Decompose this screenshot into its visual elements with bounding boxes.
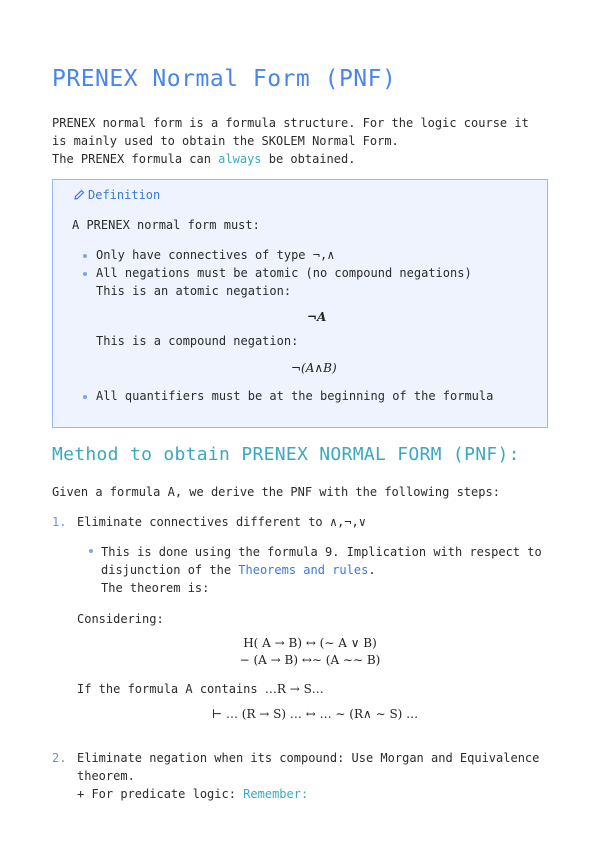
compound-negation-label: This is a compound negation: [96,334,299,348]
contains-formula: …R → S… [264,682,324,696]
definition-bullet-2: All negations must be atomic (no compound negations) [96,266,472,280]
step-1-text: Eliminate connectives different to ∧,¬,∨ [77,515,366,529]
contains-text: If the formula A contains [77,682,265,696]
atomic-negation-formula: ¬A [307,310,327,324]
bullet-dot [83,395,87,399]
intro-line-3-text: The PRENEX formula can [52,152,219,166]
step-1-bullet-line-3: The theorem is: [101,581,210,595]
definition-bullet-3: All quantifiers must be at the beginning of the formula [96,389,494,403]
definition-callout [52,179,548,428]
intro-line-2: is mainly used to obtain the SKOLEM Normal Form. [52,134,399,148]
step-2-number: 2. [52,751,67,765]
theorems-and-rules-link[interactable]: Theorems and rules [238,563,369,577]
intro-line-3-end: be obtained. [261,152,356,166]
definition-label: Definition [88,188,161,202]
intro-line-3 [52,150,355,168]
method-heading: Method to obtain PRENEX NORMAL FORM (PNF): [52,444,520,465]
contains-line [77,680,324,698]
step-1-number: 1. [52,515,67,529]
step-1-bullet-line-2 [101,561,376,579]
compound-negation-formula: ¬(A∧B) [291,361,337,375]
bullet-dot [83,272,87,276]
step-2-line-2: theorem. [77,769,135,783]
intro-line-1: PRENEX normal form is a formula structure. For the logic course it [52,116,529,130]
definition-bullet-1: Only have connectives of type ¬,∧ [96,248,335,262]
method-lead: Given a formula A, we derive the PNF with the following steps: [52,485,500,499]
remember-link[interactable]: Remember: [243,787,309,801]
step-1-bullet-line-2-end: . [368,563,376,577]
bullet-dot [83,254,87,258]
atomic-negation-label: This is an atomic negation: [96,284,292,298]
always-link[interactable]: always [218,152,262,166]
definition-lead: A PRENEX normal form must: [72,218,260,232]
bullet-dot [89,549,93,553]
step-1-bullet-line-2-text: disjunction of the [101,563,239,577]
formula-implication-1: H( A → B) ↔ (∼ A ∨ B) [243,636,377,650]
step-2-line-3-text: + For predicate logic: [77,787,244,801]
step-1-bullet-line-1: This is done using the formula 9. Implication with respect to [101,545,542,559]
pencil-icon [73,189,85,201]
considering-label: Considering: [77,612,164,626]
step-2-line-3 [77,785,308,803]
formula-implication-2: − (A → B) ↔∼ (A ∼∼ B) [239,653,381,667]
definition-title [73,188,160,202]
formula-equivalence: ⊢ … (R → S) … ↔ … ∼ (R∧ ∼ S) … [211,707,419,721]
page-title: PRENEX Normal Form (PNF) [52,66,397,92]
step-2-line-1: Eliminate negation when its compound: Use Morgan and Equivalence [77,751,540,765]
